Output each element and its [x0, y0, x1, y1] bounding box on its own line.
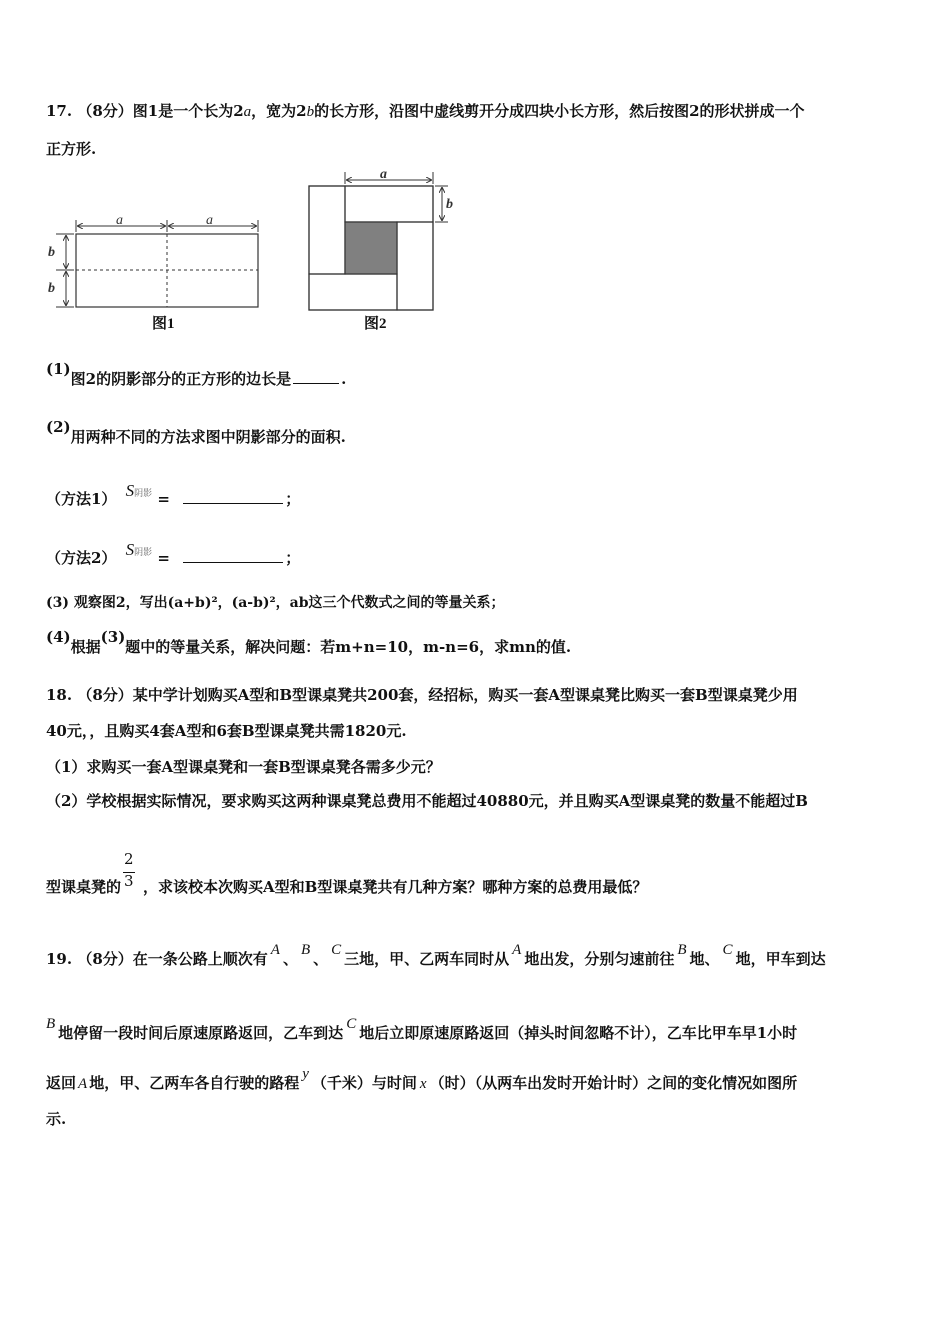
- answer-blank: [183, 560, 283, 563]
- var-a: a: [243, 104, 252, 120]
- q17-part-1: (1)图2的阴影部分的正方形的边长是 .: [46, 360, 347, 388]
- q19-line-4: 示.: [46, 1110, 67, 1128]
- fig1-caption: 图1: [152, 316, 175, 332]
- s-letter: S: [125, 481, 135, 500]
- q18-line-2: 40元，，且购买4套A型和6套B型课桌凳共需1820元.: [46, 722, 407, 740]
- fraction-two-thirds: $\frac{2}{3}$: [124, 850, 134, 890]
- q18-line-5: 型课桌凳的 $\frac{2}{3}$ ，求该校本次购买A型和B型课桌凳共有几种方案？哪种方案的总费用最低？: [46, 850, 648, 896]
- fig2-shaded-square: [345, 222, 397, 274]
- q19-line-1: 19. （8分）在一条公路上顺次有 A 、 B 、 C 三地，甲、乙两车同时从 A 地出发，分别匀速前往 B 地、 C 地，甲车到达: [46, 942, 826, 968]
- fig2-rect-top: [345, 186, 433, 222]
- fig2-caption: 图2: [364, 316, 387, 332]
- var-b: b: [306, 104, 315, 120]
- q19-line-3: 返回 A 地，甲、乙两车各自行驶的路程 y （千米）与时间 x （时）（从两车出发时开始计时）之间的变化情况如图所: [46, 1066, 798, 1092]
- answer-blank: [293, 381, 339, 384]
- fig2-rect-left: [309, 186, 345, 274]
- answer-blank: [183, 501, 283, 504]
- q17-line-2: 正方形.: [46, 140, 97, 158]
- q17-method-2: （方法2） S阴影 = ；: [46, 540, 301, 567]
- q18-sub-2: （2）学校根据实际情况，要求购买这两种课桌凳总费用不能超过40880元，并且购买A型课桌凳的数量不能超过B: [46, 792, 808, 810]
- figure-1: [44, 212, 264, 336]
- q17-part-4: (4)根据(3)题中的等量关系，解决问题：若m+n=10，m-n=6，求mn的值.: [46, 628, 572, 656]
- q18-line-1: 18. （8分）某中学计划购买A型和B型课桌凳共200套，经招标，购买一套A型课桌凳比购买一套B型课桌凳少用: [46, 686, 798, 704]
- fig2-rect-bottom: [309, 274, 397, 310]
- q17-part-3: (3) 观察图2，写出(a+b)²，(a-b)²，ab这三个代数式之间的等量关系；: [46, 595, 505, 611]
- figure-2: [300, 170, 470, 336]
- q17-method-1: （方法1） S阴影 = ；: [46, 481, 301, 508]
- q19-line-2: B 地停留一段时间后原速原路返回，乙车到达 C 地后立即原速原路返回（掉头时间忽略不计），乙车比甲车早1小时: [46, 1016, 798, 1042]
- fig2-rect-right: [397, 222, 433, 310]
- q18-sub-1: （1）求购买一套A型课桌凳和一套B型课桌凳各需多少元？: [46, 758, 441, 776]
- fig2-label-b: b: [446, 197, 453, 212]
- fig1-label-a-left: a: [116, 213, 123, 228]
- fig1-label-b-bottom: b: [48, 281, 55, 296]
- fig1-label-b-top: b: [48, 245, 55, 260]
- q17-line-1: 17. （8分）图1是一个长为2a，宽为2b的长方形，沿图中虚线剪开分成四块小长方形，然后按图2的形状拼成一个: [46, 102, 805, 120]
- q17-part-2: (2)用两种不同的方法求图中阴影部分的面积.: [46, 418, 346, 446]
- fig1-label-a-right: a: [206, 213, 213, 228]
- fig2-label-a: a: [380, 170, 387, 182]
- s-letter: S: [125, 540, 135, 559]
